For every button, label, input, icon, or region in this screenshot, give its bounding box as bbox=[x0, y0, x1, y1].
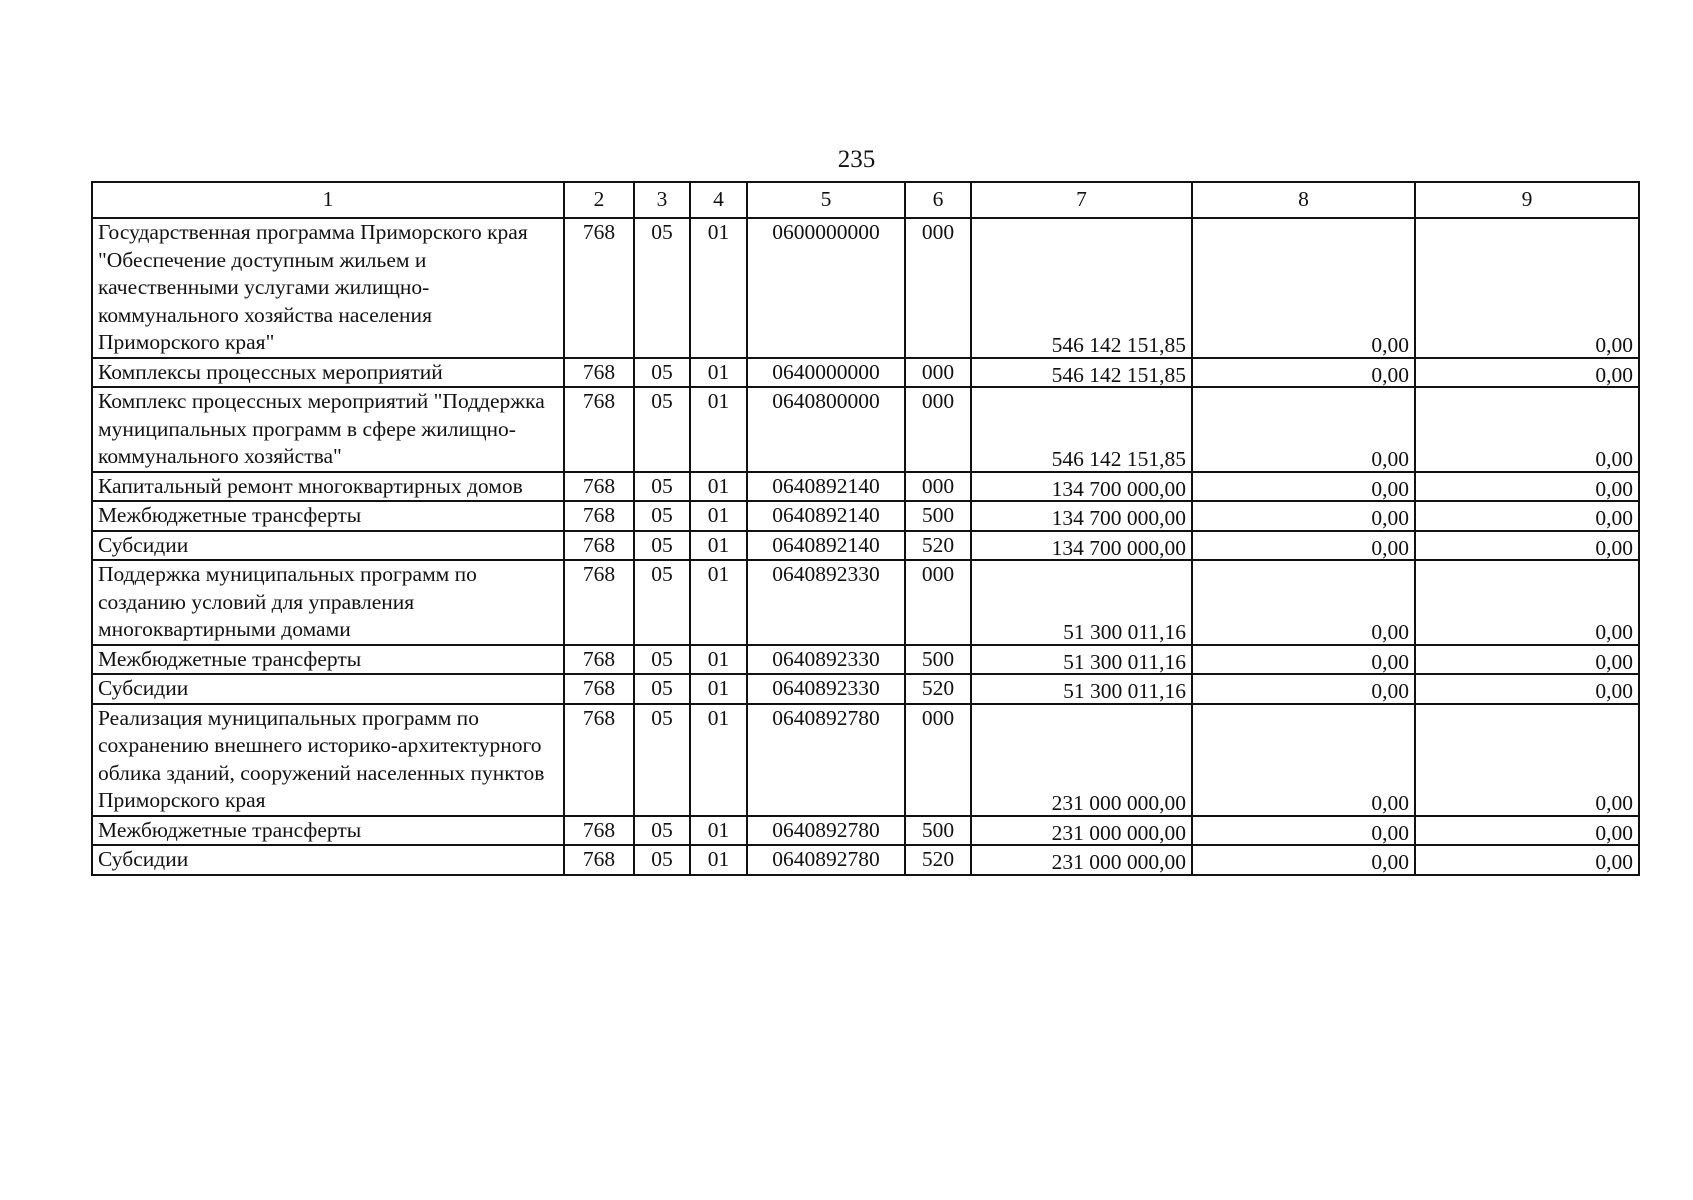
row-amount-col8-cell bbox=[1192, 531, 1415, 561]
row-target-article-cell: 0640892140 bbox=[747, 531, 905, 561]
row-section-cell: 05 bbox=[634, 704, 690, 816]
row-expense-type-cell: 000 bbox=[905, 218, 971, 358]
column-header-7: 7 bbox=[971, 182, 1192, 218]
amount-value: 0,00 bbox=[1371, 649, 1409, 674]
row-subsection-cell: 01 bbox=[690, 845, 747, 875]
amount-value: 0,00 bbox=[1595, 850, 1633, 874]
amount-value: 231 000 000,00 bbox=[1051, 791, 1186, 815]
row-ministry-code-cell: 768 bbox=[564, 218, 634, 358]
row-amount-col9-cell bbox=[1415, 531, 1639, 561]
row-ministry-code-cell: 768 bbox=[564, 704, 634, 816]
amount-value: 51 300 011,16 bbox=[1063, 620, 1186, 644]
row-amount-col9-cell bbox=[1415, 501, 1639, 531]
row-amount-col9-cell bbox=[1415, 387, 1639, 472]
amount-value: 0,00 bbox=[1371, 535, 1409, 560]
row-target-article-cell: 0640000000 bbox=[747, 358, 905, 388]
row-amount-col9-cell bbox=[1415, 674, 1639, 704]
row-section-cell: 05 bbox=[634, 645, 690, 675]
amount-value: 231 000 000,00 bbox=[1051, 820, 1186, 845]
row-ministry-code-cell: 768 bbox=[564, 816, 634, 846]
row-name-cell: Межбюджетные трансферты bbox=[92, 501, 564, 531]
row-name-cell: Комплекс процессных мероприятий "Поддержка муниципальных программ в сфере жилищно-коммунального хозяйства" bbox=[92, 387, 564, 472]
row-name-cell: Поддержка муниципальных программ по созданию условий для управления многоквартирными домами bbox=[92, 560, 564, 645]
amount-value: 0,00 bbox=[1371, 476, 1409, 501]
row-expense-type-cell: 000 bbox=[905, 704, 971, 816]
row-amount-col8-cell bbox=[1192, 645, 1415, 675]
row-ministry-code-cell: 768 bbox=[564, 560, 634, 645]
table-row bbox=[92, 218, 1639, 358]
amount-value: 546 142 151,85 bbox=[1051, 333, 1186, 357]
row-amount-col8-cell bbox=[1192, 845, 1415, 875]
row-name-cell: Капитальный ремонт многоквартирных домов bbox=[92, 472, 564, 502]
row-section-cell: 05 bbox=[634, 472, 690, 502]
row-expense-type-cell: 000 bbox=[905, 472, 971, 502]
row-ministry-code-cell: 768 bbox=[564, 845, 634, 875]
row-expense-type-cell: 520 bbox=[905, 845, 971, 875]
column-header-4: 4 bbox=[690, 182, 747, 218]
row-name-cell: Межбюджетные трансферты bbox=[92, 816, 564, 846]
column-header-3: 3 bbox=[634, 182, 690, 218]
row-target-article-cell: 0640892780 bbox=[747, 704, 905, 816]
column-header-5: 5 bbox=[747, 182, 905, 218]
row-subsection-cell: 01 bbox=[690, 387, 747, 472]
amount-value: 231 000 000,00 bbox=[1051, 850, 1186, 874]
row-ministry-code-cell: 768 bbox=[564, 645, 634, 675]
row-expense-type-cell: 000 bbox=[905, 560, 971, 645]
row-ministry-code-cell: 768 bbox=[564, 472, 634, 502]
row-expense-type-cell: 520 bbox=[905, 674, 971, 704]
column-header-8: 8 bbox=[1192, 182, 1415, 218]
row-amount-col8-cell bbox=[1192, 387, 1415, 472]
row-section-cell: 05 bbox=[634, 674, 690, 704]
page-number: 235 bbox=[837, 146, 876, 173]
row-ministry-code-cell: 768 bbox=[564, 387, 634, 472]
amount-value: 0,00 bbox=[1595, 535, 1633, 560]
row-amount-col9-cell bbox=[1415, 845, 1639, 875]
table-row bbox=[92, 645, 1639, 675]
row-subsection-cell: 01 bbox=[690, 645, 747, 675]
row-amount-col7-cell bbox=[971, 560, 1192, 645]
column-header-1: 1 bbox=[92, 182, 564, 218]
row-amount-col7-cell bbox=[971, 674, 1192, 704]
row-name-cell: Субсидии bbox=[92, 531, 564, 561]
row-subsection-cell: 01 bbox=[690, 704, 747, 816]
row-amount-col7-cell bbox=[971, 358, 1192, 388]
row-amount-col8-cell bbox=[1192, 560, 1415, 645]
table-row bbox=[92, 816, 1639, 846]
row-subsection-cell: 01 bbox=[690, 674, 747, 704]
row-name-cell: Государственная программа Приморского края "Обеспечение доступным жильем и качественными услугами жилищно-коммунального хозяйства населения Приморского края" bbox=[92, 218, 564, 358]
row-section-cell: 05 bbox=[634, 501, 690, 531]
amount-value: 51 300 011,16 bbox=[1063, 649, 1186, 674]
row-target-article-cell: 0640892140 bbox=[747, 472, 905, 502]
row-amount-col7-cell bbox=[971, 704, 1192, 816]
row-section-cell: 05 bbox=[634, 845, 690, 875]
row-ministry-code-cell: 768 bbox=[564, 501, 634, 531]
row-name-cell: Реализация муниципальных программ по сохранению внешнего историко-архитектурного облика зданий, сооружений населенных пунктов Приморского края bbox=[92, 704, 564, 816]
table-row bbox=[92, 472, 1639, 502]
column-header-6: 6 bbox=[905, 182, 971, 218]
table-row bbox=[92, 358, 1639, 388]
row-amount-col8-cell bbox=[1192, 501, 1415, 531]
row-amount-col9-cell bbox=[1415, 560, 1639, 645]
row-amount-col9-cell bbox=[1415, 218, 1639, 358]
amount-value: 51 300 011,16 bbox=[1063, 679, 1186, 703]
row-expense-type-cell: 520 bbox=[905, 531, 971, 561]
row-ministry-code-cell: 768 bbox=[564, 358, 634, 388]
table-header-row bbox=[92, 182, 1639, 218]
row-subsection-cell: 01 bbox=[690, 560, 747, 645]
table-row bbox=[92, 674, 1639, 704]
amount-value: 546 142 151,85 bbox=[1051, 447, 1186, 471]
amount-value: 0,00 bbox=[1595, 447, 1633, 471]
amount-value: 0,00 bbox=[1595, 362, 1633, 387]
row-amount-col8-cell bbox=[1192, 218, 1415, 358]
amount-value: 0,00 bbox=[1371, 506, 1409, 530]
amount-value: 134 700 000,00 bbox=[1051, 535, 1186, 560]
budget-table bbox=[91, 181, 1640, 876]
row-target-article-cell: 0640892140 bbox=[747, 501, 905, 531]
row-amount-col9-cell bbox=[1415, 816, 1639, 846]
amount-value: 0,00 bbox=[1371, 791, 1409, 815]
row-amount-col8-cell bbox=[1192, 358, 1415, 388]
amount-value: 0,00 bbox=[1371, 820, 1409, 845]
row-target-article-cell: 0600000000 bbox=[747, 218, 905, 358]
row-section-cell: 05 bbox=[634, 560, 690, 645]
row-section-cell: 05 bbox=[634, 387, 690, 472]
amount-value: 0,00 bbox=[1595, 679, 1633, 703]
table-row bbox=[92, 501, 1639, 531]
row-amount-col7-cell bbox=[971, 218, 1192, 358]
row-name-cell: Межбюджетные трансферты bbox=[92, 645, 564, 675]
row-target-article-cell: 0640892780 bbox=[747, 845, 905, 875]
row-amount-col9-cell bbox=[1415, 472, 1639, 502]
amount-value: 0,00 bbox=[1595, 791, 1633, 815]
amount-value: 134 700 000,00 bbox=[1051, 506, 1186, 530]
amount-value: 0,00 bbox=[1371, 620, 1409, 644]
row-name-cell: Субсидии bbox=[92, 674, 564, 704]
row-target-article-cell: 0640892330 bbox=[747, 645, 905, 675]
column-header-2: 2 bbox=[564, 182, 634, 218]
row-subsection-cell: 01 bbox=[690, 501, 747, 531]
amount-value: 0,00 bbox=[1371, 679, 1409, 703]
row-name-cell: Комплексы процессных мероприятий bbox=[92, 358, 564, 388]
row-subsection-cell: 01 bbox=[690, 358, 747, 388]
row-amount-col7-cell bbox=[971, 816, 1192, 846]
row-amount-col8-cell bbox=[1192, 704, 1415, 816]
row-ministry-code-cell: 768 bbox=[564, 531, 634, 561]
amount-value: 0,00 bbox=[1595, 333, 1633, 357]
row-expense-type-cell: 500 bbox=[905, 645, 971, 675]
row-amount-col7-cell bbox=[971, 645, 1192, 675]
column-header-9: 9 bbox=[1415, 182, 1639, 218]
row-section-cell: 05 bbox=[634, 358, 690, 388]
row-section-cell: 05 bbox=[634, 218, 690, 358]
table-row bbox=[92, 387, 1639, 472]
amount-value: 134 700 000,00 bbox=[1051, 476, 1186, 501]
row-target-article-cell: 0640892330 bbox=[747, 560, 905, 645]
row-name-cell: Субсидии bbox=[92, 845, 564, 875]
row-expense-type-cell: 000 bbox=[905, 387, 971, 472]
row-amount-col7-cell bbox=[971, 531, 1192, 561]
row-amount-col9-cell bbox=[1415, 358, 1639, 388]
amount-value: 0,00 bbox=[1371, 447, 1409, 471]
row-target-article-cell: 0640892780 bbox=[747, 816, 905, 846]
row-amount-col7-cell bbox=[971, 387, 1192, 472]
row-expense-type-cell: 500 bbox=[905, 501, 971, 531]
amount-value: 546 142 151,85 bbox=[1051, 362, 1186, 387]
amount-value: 0,00 bbox=[1371, 850, 1409, 874]
row-section-cell: 05 bbox=[634, 816, 690, 846]
row-target-article-cell: 0640892330 bbox=[747, 674, 905, 704]
table-row bbox=[92, 704, 1639, 816]
row-subsection-cell: 01 bbox=[690, 816, 747, 846]
amount-value: 0,00 bbox=[1371, 333, 1409, 357]
row-amount-col7-cell bbox=[971, 845, 1192, 875]
row-ministry-code-cell: 768 bbox=[564, 674, 634, 704]
row-amount-col8-cell bbox=[1192, 816, 1415, 846]
amount-value: 0,00 bbox=[1595, 649, 1633, 674]
row-amount-col9-cell bbox=[1415, 704, 1639, 816]
table-row bbox=[92, 560, 1639, 645]
amount-value: 0,00 bbox=[1371, 362, 1409, 387]
row-amount-col8-cell bbox=[1192, 472, 1415, 502]
row-subsection-cell: 01 bbox=[690, 472, 747, 502]
row-amount-col8-cell bbox=[1192, 674, 1415, 704]
amount-value: 0,00 bbox=[1595, 506, 1633, 530]
table-row bbox=[92, 845, 1639, 875]
row-amount-col9-cell bbox=[1415, 645, 1639, 675]
table-row bbox=[92, 531, 1639, 561]
row-subsection-cell: 01 bbox=[690, 531, 747, 561]
amount-value: 0,00 bbox=[1595, 620, 1633, 644]
row-amount-col7-cell bbox=[971, 501, 1192, 531]
row-amount-col7-cell bbox=[971, 472, 1192, 502]
row-expense-type-cell: 000 bbox=[905, 358, 971, 388]
amount-value: 0,00 bbox=[1595, 820, 1633, 845]
row-target-article-cell: 0640800000 bbox=[747, 387, 905, 472]
row-subsection-cell: 01 bbox=[690, 218, 747, 358]
amount-value: 0,00 bbox=[1595, 476, 1633, 501]
row-expense-type-cell: 500 bbox=[905, 816, 971, 846]
row-section-cell: 05 bbox=[634, 531, 690, 561]
